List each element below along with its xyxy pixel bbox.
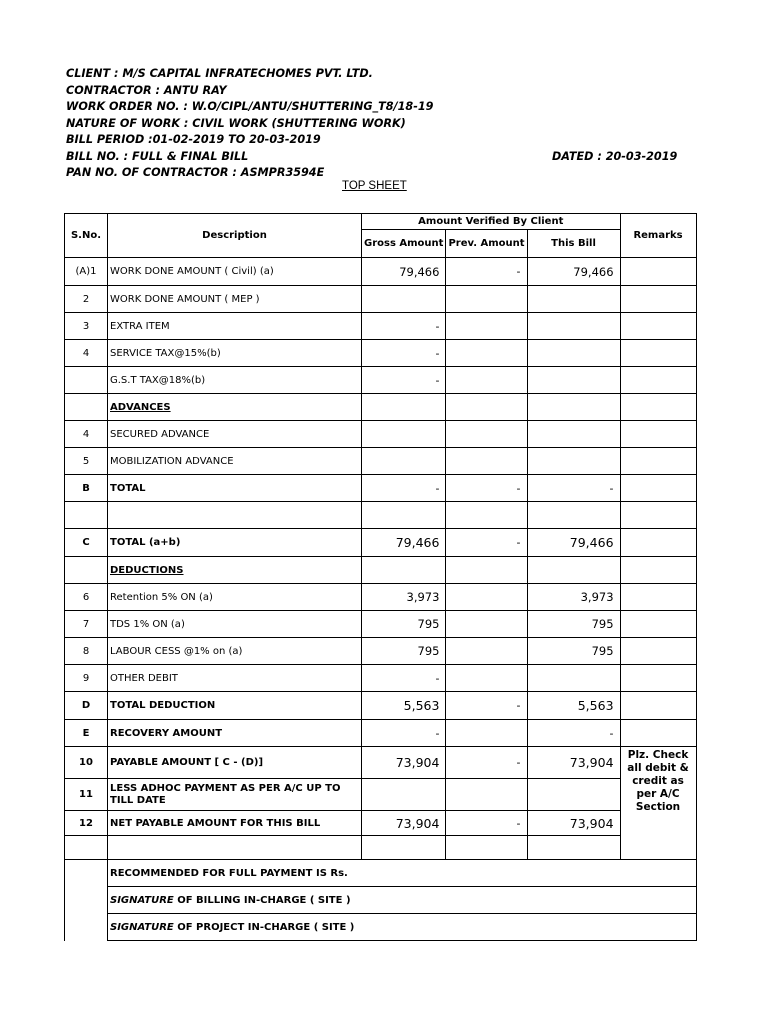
table-header-row [65, 214, 697, 230]
row-gross: - [362, 665, 446, 692]
row-remarks [620, 421, 696, 448]
remarks-note: Plz. Check all debit & credit as per A/C Section [620, 747, 696, 860]
row-prev [446, 557, 527, 584]
row-gross: 73,904 [362, 747, 446, 779]
row-this-bill [527, 421, 620, 448]
row-prev: - [446, 529, 527, 557]
row-prev [446, 720, 527, 747]
row-sno: (A)1 [65, 258, 108, 286]
row-sno [65, 836, 108, 860]
row-prev [446, 421, 527, 448]
row-gross [362, 394, 446, 421]
billing-signature-text: OF BILLING IN-CHARGE ( SITE ) [173, 894, 351, 906]
row-gross [362, 779, 446, 811]
row-gross: 3,973 [362, 584, 446, 611]
row-prev [446, 779, 527, 811]
row-gross: - [362, 720, 446, 747]
row-this-bill: - [527, 475, 620, 502]
project-signature-text: OF PROJECT IN-CHARGE ( SITE ) [173, 921, 355, 933]
row-prev [446, 665, 527, 692]
row-description: WORK DONE AMOUNT ( MEP ) [108, 286, 362, 313]
nature-of-work-line: NATURE OF WORK : CIVIL WORK (SHUTTERING WORK) [66, 116, 406, 130]
row-sno: 9 [65, 665, 108, 692]
row-description: WORK DONE AMOUNT ( Civil) (a) [108, 258, 362, 286]
table-row [65, 638, 697, 665]
row-gross: 795 [362, 611, 446, 638]
row-remarks [620, 394, 696, 421]
table-row [65, 286, 697, 313]
table-row [65, 394, 697, 421]
signature-word: SIGNATURE [110, 921, 174, 933]
row-prev [446, 313, 527, 340]
row-this-bill [527, 286, 620, 313]
row-gross: 79,466 [362, 529, 446, 557]
row-gross: 5,563 [362, 692, 446, 720]
row-description: Retention 5% ON (a) [108, 584, 362, 611]
row-gross: 73,904 [362, 811, 446, 836]
top-sheet-table [64, 213, 697, 941]
table-row [65, 258, 697, 286]
table-row [65, 529, 697, 557]
row-description [108, 836, 362, 860]
table-row [65, 502, 697, 529]
bill-period-line: BILL PERIOD :01-02-2019 TO 20-03-2019 [66, 133, 321, 146]
row-sno: 4 [65, 421, 108, 448]
row-this-bill: 79,466 [527, 529, 620, 557]
col-header-remarks: Remarks [620, 214, 696, 258]
row-remarks [620, 584, 696, 611]
row-prev: - [446, 811, 527, 836]
row-description: SERVICE TAX@15%(b) [108, 340, 362, 367]
row-remarks [620, 367, 696, 394]
footer-row-billing-signature [65, 887, 697, 914]
row-sno [65, 502, 108, 529]
row-description: RECOVERY AMOUNT [108, 720, 362, 747]
row-prev [446, 340, 527, 367]
table-row [65, 557, 697, 584]
row-remarks [620, 665, 696, 692]
row-sno: 11 [65, 779, 108, 811]
project-signature-label [108, 914, 697, 941]
row-description: OTHER DEBIT [108, 665, 362, 692]
row-this-bill: 73,904 [527, 811, 620, 836]
table-row [65, 313, 697, 340]
page-title: TOP SHEET [342, 180, 407, 192]
table-row [65, 665, 697, 692]
dated-line: DATED : 20-03-2019 [552, 149, 678, 163]
row-description: G.S.T TAX@18%(b) [108, 367, 362, 394]
row-gross [362, 421, 446, 448]
row-description: EXTRA ITEM [108, 313, 362, 340]
row-prev [446, 286, 527, 313]
table-row [65, 836, 697, 860]
row-this-bill: 79,466 [527, 258, 620, 286]
row-description: DEDUCTIONS [108, 557, 362, 584]
col-header-this-bill: This Bill [527, 230, 620, 258]
row-prev: - [446, 692, 527, 720]
row-gross [362, 502, 446, 529]
row-this-bill [527, 340, 620, 367]
row-this-bill: 5,563 [527, 692, 620, 720]
table-row [65, 811, 697, 836]
row-description: NET PAYABLE AMOUNT FOR THIS BILL [108, 811, 362, 836]
footer-sno-cell [65, 914, 108, 941]
row-description: TOTAL (a+b) [108, 529, 362, 557]
work-order-line: WORK ORDER NO. : W.O/CIPL/ANTU/SHUTTERING_T8/18-19 [66, 100, 434, 113]
col-header-prev: Prev. Amount [446, 230, 527, 258]
footer-row-project-signature [65, 914, 697, 941]
row-remarks [620, 557, 696, 584]
row-description: TOTAL [108, 475, 362, 502]
row-this-bill [527, 313, 620, 340]
row-this-bill [527, 557, 620, 584]
row-sno: C [65, 529, 108, 557]
row-prev [446, 448, 527, 475]
table-row [65, 475, 697, 502]
row-description: LESS ADHOC PAYMENT AS PER A/C UP TO TILL DATE [108, 779, 362, 811]
table-row [65, 340, 697, 367]
row-this-bill [527, 836, 620, 860]
bill-header [66, 66, 706, 182]
row-description: MOBILIZATION ADVANCE [108, 448, 362, 475]
row-description: ADVANCES [108, 394, 362, 421]
row-gross: - [362, 340, 446, 367]
row-sno: 12 [65, 811, 108, 836]
row-sno: 3 [65, 313, 108, 340]
row-sno [65, 557, 108, 584]
footer-sno-cell [65, 860, 108, 887]
bill-no-row [66, 149, 706, 166]
row-gross [362, 557, 446, 584]
col-header-amount-group: Amount Verified By Client [362, 214, 621, 230]
row-gross: - [362, 367, 446, 394]
row-remarks [620, 720, 696, 747]
row-gross: 79,466 [362, 258, 446, 286]
row-remarks [620, 529, 696, 557]
col-header-description: Description [108, 214, 362, 258]
row-remarks [620, 313, 696, 340]
row-prev: - [446, 258, 527, 286]
row-gross: - [362, 475, 446, 502]
col-header-gross: Gross Amount [362, 230, 446, 258]
row-sno: D [65, 692, 108, 720]
table-row [65, 692, 697, 720]
table-row [65, 367, 697, 394]
row-sno: 10 [65, 747, 108, 779]
row-this-bill: 795 [527, 638, 620, 665]
contractor-line: CONTRACTOR : ANTU RAY [66, 83, 227, 97]
row-this-bill: 3,973 [527, 584, 620, 611]
row-prev [446, 836, 527, 860]
row-sno: 2 [65, 286, 108, 313]
footer-sno-cell [65, 887, 108, 914]
row-prev [446, 584, 527, 611]
row-this-bill: 73,904 [527, 747, 620, 779]
row-description [108, 502, 362, 529]
table-row [65, 720, 697, 747]
row-remarks [620, 475, 696, 502]
row-description: TOTAL DEDUCTION [108, 692, 362, 720]
row-sno [65, 394, 108, 421]
row-remarks [620, 340, 696, 367]
table-row [65, 611, 697, 638]
row-remarks [620, 611, 696, 638]
row-description: PAYABLE AMOUNT [ C - (D)] [108, 747, 362, 779]
pan-line: PAN NO. OF CONTRACTOR : ASMPR3594E [66, 166, 325, 179]
row-sno: 7 [65, 611, 108, 638]
row-this-bill [527, 367, 620, 394]
row-description: SECURED ADVANCE [108, 421, 362, 448]
row-prev: - [446, 475, 527, 502]
row-this-bill [527, 394, 620, 421]
row-prev [446, 367, 527, 394]
row-prev [446, 502, 527, 529]
row-this-bill: 795 [527, 611, 620, 638]
row-sno: 4 [65, 340, 108, 367]
table-row [65, 448, 697, 475]
table-row [65, 421, 697, 448]
row-remarks [620, 448, 696, 475]
row-sno [65, 367, 108, 394]
client-line: CLIENT : M/S CAPITAL INFRATECHOMES PVT. LTD. [66, 67, 373, 80]
billing-signature-label [108, 887, 697, 914]
row-remarks [620, 692, 696, 720]
row-remarks [620, 502, 696, 529]
row-sno: 8 [65, 638, 108, 665]
footer-row-recommended [65, 860, 697, 887]
row-gross: - [362, 313, 446, 340]
row-this-bill [527, 448, 620, 475]
row-prev [446, 611, 527, 638]
row-prev [446, 394, 527, 421]
row-remarks [620, 638, 696, 665]
table-row [65, 584, 697, 611]
row-sno: 5 [65, 448, 108, 475]
row-gross [362, 448, 446, 475]
row-this-bill: - [527, 720, 620, 747]
row-description: TDS 1% ON (a) [108, 611, 362, 638]
row-gross [362, 836, 446, 860]
row-prev: - [446, 747, 527, 779]
row-sno: 6 [65, 584, 108, 611]
row-prev [446, 638, 527, 665]
row-this-bill [527, 502, 620, 529]
row-this-bill [527, 779, 620, 811]
row-gross: 795 [362, 638, 446, 665]
row-this-bill [527, 665, 620, 692]
signature-word: SIGNATURE [110, 894, 174, 906]
row-remarks [620, 286, 696, 313]
row-gross [362, 286, 446, 313]
col-header-sno: S.No. [65, 214, 108, 258]
recommended-label: RECOMMENDED FOR FULL PAYMENT IS Rs. [108, 860, 697, 887]
row-description: LABOUR CESS @1% on (a) [108, 638, 362, 665]
row-sno: E [65, 720, 108, 747]
table-row [65, 747, 697, 779]
table-row [65, 779, 697, 811]
row-sno: B [65, 475, 108, 502]
row-remarks [620, 258, 696, 286]
bill-no-line: BILL NO. : FULL & FINAL BILL [66, 149, 249, 163]
